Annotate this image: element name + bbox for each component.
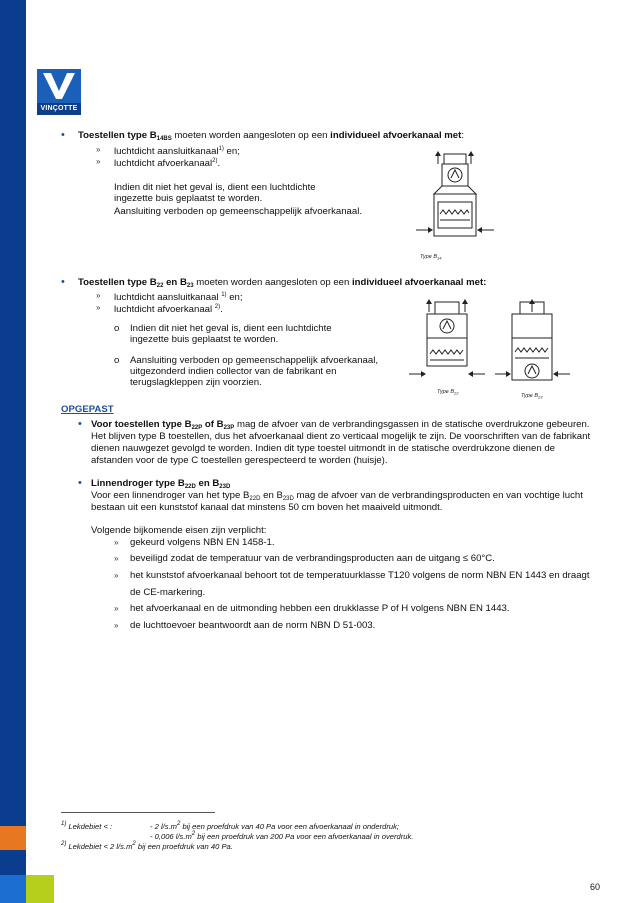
opgepast-b2-heading: Linnendroger type $B_{22D}$ en $B_{23D}$ <box>91 478 231 490</box>
chevron-bullet-icon: » <box>114 538 119 547</box>
chevron-bullet-icon: » <box>114 554 119 563</box>
appliance-diagram-b14 <box>410 150 500 265</box>
section2-o2-line1: Aansluiting verboden op gemeenschappelijk afvoerkanaal, <box>130 355 379 366</box>
section2-o2-line3: terugslagkleppen zijn voorzien. <box>130 377 262 388</box>
sidebar-band <box>0 0 26 826</box>
opgepast-b1-line1: Voor toestellen type $B_{22P}$ of $B_{23P}$ mag de afvoer van de verbrandingsgassen in de statische overdrukzone gebeuren. <box>91 419 590 431</box>
requirement-4: het afvoerkanaal en de uitmonding hebben een drukklasse P of H volgens NBN EN 1443. <box>130 603 510 614</box>
section2-heading: Toestellen type $B_{22}$ en $B_{23}$ moeten worden aangesloten op een individueel afvoerkanaal met: <box>78 277 487 289</box>
chevron-bullet-icon: » <box>96 157 101 166</box>
footnote-2: $^{2)}$ Lekdebiet < 2 $l/s.m^2$ bij een proefdruk van 40 Pa. <box>61 841 233 851</box>
svg-text:Type B22: Type $B_{22}$ <box>437 389 459 396</box>
section2-item1: luchtdicht aansluitkanaal $^{1)}$ en; <box>114 292 243 303</box>
circle-bullet-icon: o <box>114 355 120 366</box>
opgepast-b2-line4: Volgende bijkomende eisen zijn verplicht: <box>91 525 267 536</box>
chevron-bullet-icon: » <box>96 291 101 300</box>
sidebar-blue-block <box>0 875 26 903</box>
requirement-1: gekeurd volgens NBN EN 1458-1. <box>130 537 275 548</box>
requirement-3-line2: de CE-markering. <box>130 587 206 598</box>
section1-heading: Toestellen type $B_{14BS}$ moeten worden aangesloten op een individueel afvoerkanaal met: <box>78 130 465 142</box>
opgepast-b1-line2: Het blijven type B toestellen, dus het afvoerkanaal dient zo verticaal mogelijk te zijn. De voorschriften van de fabrikant <box>91 431 591 442</box>
section1-item2: luchtdicht afvoerkanaal$^{2)}$. <box>114 158 221 169</box>
appliance-diagram-b22-b23 <box>405 298 575 402</box>
section2-o1-line2: ingezette buis geplaatst te worden. <box>130 334 279 345</box>
section1-note-line1: Indien dit niet het geval is, dient een luchtdichte <box>114 182 316 193</box>
logo-wordmark: VINÇOTTE <box>37 103 81 115</box>
circle-bullet-icon: o <box>114 323 120 334</box>
sidebar-orange-block <box>0 826 26 850</box>
bullet-icon: • <box>78 418 82 430</box>
section1-note-line2: ingezette buis geplaatst te worden. <box>114 193 263 204</box>
footnote-divider <box>61 812 215 813</box>
chevron-bullet-icon: » <box>96 145 101 154</box>
section2-o1-line1: Indien dit niet het geval is, dient een luchtdichte <box>130 323 332 334</box>
chevron-bullet-icon: » <box>114 621 119 630</box>
section2-item2: luchtdicht afvoerkanaal $^{2)}$. <box>114 304 223 315</box>
bullet-icon: • <box>61 129 65 141</box>
section1-note-line3: Aansluiting verboden op gemeenschappelijk afvoerkanaal. <box>114 206 363 217</box>
chevron-bullet-icon: » <box>114 571 119 580</box>
bullet-icon: • <box>78 477 82 489</box>
figure-b14-caption: Type $B_{14}$ <box>420 254 442 261</box>
sidebar-green-block <box>26 875 54 903</box>
footnote-1-value1: - 2 $l/s.m^2$ bij een proefdruk van 40 Pa voor een afvoerkanaal in onderdruk; <box>150 821 400 831</box>
bullet-icon: • <box>61 276 65 288</box>
page-number: 60 <box>590 882 601 892</box>
section1-item1: luchtdicht aansluitkanaal$^{1)}$ en; <box>114 146 240 157</box>
opgepast-b2-line3: bestaan uit een kunststof kanaal dat minstens 50 cm boven het maaiveld uitmondt. <box>91 502 443 513</box>
opgepast-b2-line2: Voor een linnendroger van het type $B_{22D}$ en $B_{23D}$ mag de afvoer van de verbrandingsproducten en van vochtige lucht <box>91 490 583 502</box>
logo-check-icon <box>37 69 81 103</box>
requirement-3-line1: het kunststof afvoerkanaal behoort tot de temperatuurklasse T120 volgens de norm NBN EN 1443 en draagt <box>130 570 590 581</box>
sidebar-navy-block <box>0 850 26 875</box>
chevron-bullet-icon: » <box>96 303 101 312</box>
requirement-2: beveiligd zodat de temperatuur van de verbrandingsproducten aan de uitgang ≤ 60°C. <box>130 553 495 564</box>
chevron-bullet-icon: » <box>114 604 119 613</box>
opgepast-b1-line3: dienen nauwgezet gevolgd te worden. Indien dit type toestel uitmondt in de statische overdrukzone dienen de <box>91 443 556 454</box>
svg-text:Type B23: Type $B_{23}$ <box>521 393 543 400</box>
opgepast-heading: OPGEPAST <box>61 404 114 415</box>
section2-o2-line2: uitgezonderd indien collector van de fabrikant en <box>130 366 337 377</box>
opgepast-b1-line4: afstanden voor de type C toestellen gerespecteerd te worden (huisje). <box>91 455 388 466</box>
footnote-1-label: $^{1)}$ Lekdebiet < : <box>61 821 113 831</box>
requirement-5: de luchttoevoer beantwoordt aan de norm NBN D 51-003. <box>130 620 376 631</box>
footnote-1-value2: - 0,006 $l/s.m^2$ bij een proefdruk van 200 Pa voor een afvoerkanaal in overdruk. <box>150 831 414 841</box>
